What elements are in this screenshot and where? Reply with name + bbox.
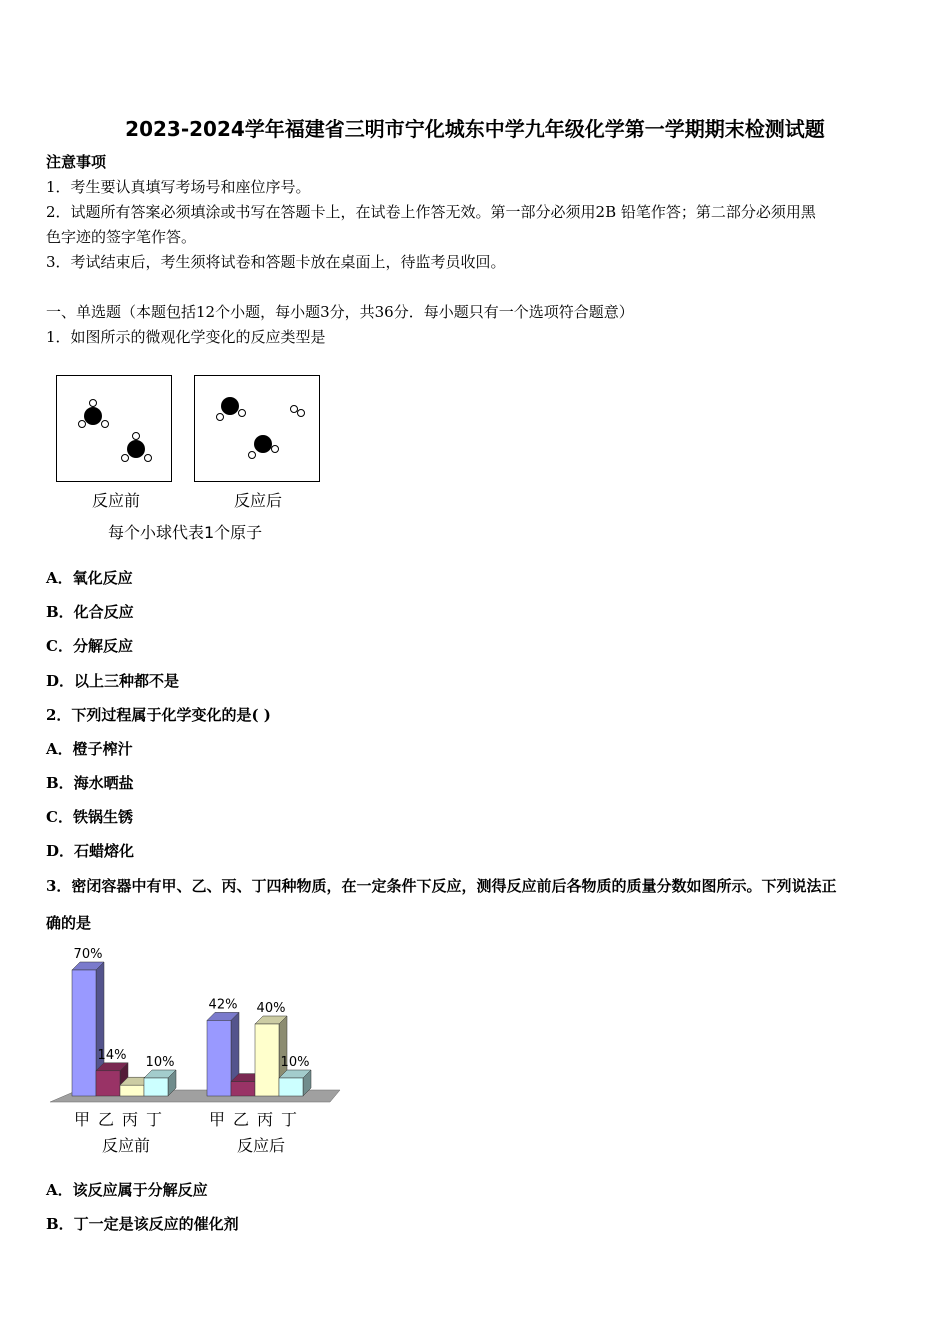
notice-heading: 注意事项 xyxy=(46,153,107,171)
data-label-反应前-丁: 10% xyxy=(145,1055,175,1070)
category-label-反应前-丙: 丙 xyxy=(121,1110,139,1129)
category-label-反应后-丁: 丁 xyxy=(280,1110,298,1129)
data-label-反应前-乙: 14% xyxy=(97,1047,127,1063)
q1-option-b[interactable]: B．化合反应 xyxy=(46,603,134,621)
category-label-反应前-乙: 乙 xyxy=(97,1110,115,1129)
q3-stem-line2: 确的是 xyxy=(46,914,92,932)
q2-stem: 2．下列过程属于化学变化的是( ) xyxy=(46,706,271,724)
q1-option-d[interactable]: D．以上三种都不是 xyxy=(46,672,180,690)
data-label-反应后-丁: 10% xyxy=(280,1055,310,1070)
q1-stem: 1．如图所示的微观化学变化的反应类型是 xyxy=(46,328,326,346)
bar-反应前-丁 xyxy=(144,1070,176,1096)
figure-caption: 每个小球代表1个原子 xyxy=(108,523,263,542)
category-label-反应后-乙: 乙 xyxy=(232,1110,250,1129)
category-label-反应后-丙: 丙 xyxy=(256,1110,274,1129)
notice-item-3: 3．考试结束后，考生须将试卷和答题卡放在桌面上，待监考员收回。 xyxy=(46,253,506,271)
mass-fraction-chart xyxy=(40,940,360,1165)
data-label-反应前-甲: 70% xyxy=(73,947,103,962)
group-label-反应前: 反应前 xyxy=(101,1136,151,1155)
before-molecules xyxy=(57,376,170,480)
before-reaction-box xyxy=(56,375,172,482)
q2-option-d[interactable]: D．石蜡熔化 xyxy=(46,842,135,860)
q3-option-b[interactable]: B．丁一定是该反应的催化剂 xyxy=(46,1215,239,1233)
data-label-反应后-甲: 42% xyxy=(208,997,238,1013)
after-molecules xyxy=(195,376,318,480)
category-label-反应后-甲: 甲 xyxy=(208,1110,226,1129)
category-label-反应前-丁: 丁 xyxy=(145,1110,163,1129)
q1-option-a[interactable]: A．氧化反应 xyxy=(46,569,133,587)
data-label-反应后-丙: 40% xyxy=(256,1001,286,1016)
q3-option-a[interactable]: A．该反应属于分解反应 xyxy=(46,1181,208,1199)
section-heading: 一、单选题（本题包括12个小题，每小题3分，共36分．每小题只有一个选项符合题意） xyxy=(46,303,634,321)
page-title: 2023-2024学年福建省三明市宁化城东中学九年级化学第一学期期末检测试题 xyxy=(125,117,825,141)
bar-反应后-丁 xyxy=(279,1070,311,1096)
after-label: 反应后 xyxy=(234,491,283,510)
before-label: 反应前 xyxy=(92,491,141,510)
category-label-反应前-甲: 甲 xyxy=(73,1110,91,1129)
q2-option-a[interactable]: A．橙子榨汁 xyxy=(46,740,133,758)
q2-option-c[interactable]: C．铁锅生锈 xyxy=(46,808,133,826)
group-label-反应后: 反应后 xyxy=(236,1136,286,1155)
notice-item-1: 1．考生要认真填写考场号和座位序号。 xyxy=(46,178,311,196)
q1-option-c[interactable]: C．分解反应 xyxy=(46,637,133,655)
notice-item-2: 2．试题所有答案必须填涂或书写在答题卡上，在试卷上作答无效。第一部分必须用2B 铅笔作答；第二部分必须用黑 xyxy=(46,203,816,221)
notice-item-2-cont: 色字迹的签字笔作答。 xyxy=(46,228,197,246)
q3-stem-line1: 3．密闭容器中有甲、乙、丙、丁四种物质，在一定条件下反应，测得反应前后各物质的质量分数如图所示。下列说法正 xyxy=(46,877,837,895)
after-reaction-box xyxy=(194,375,320,482)
q2-option-b[interactable]: B．海水晒盐 xyxy=(46,774,134,792)
